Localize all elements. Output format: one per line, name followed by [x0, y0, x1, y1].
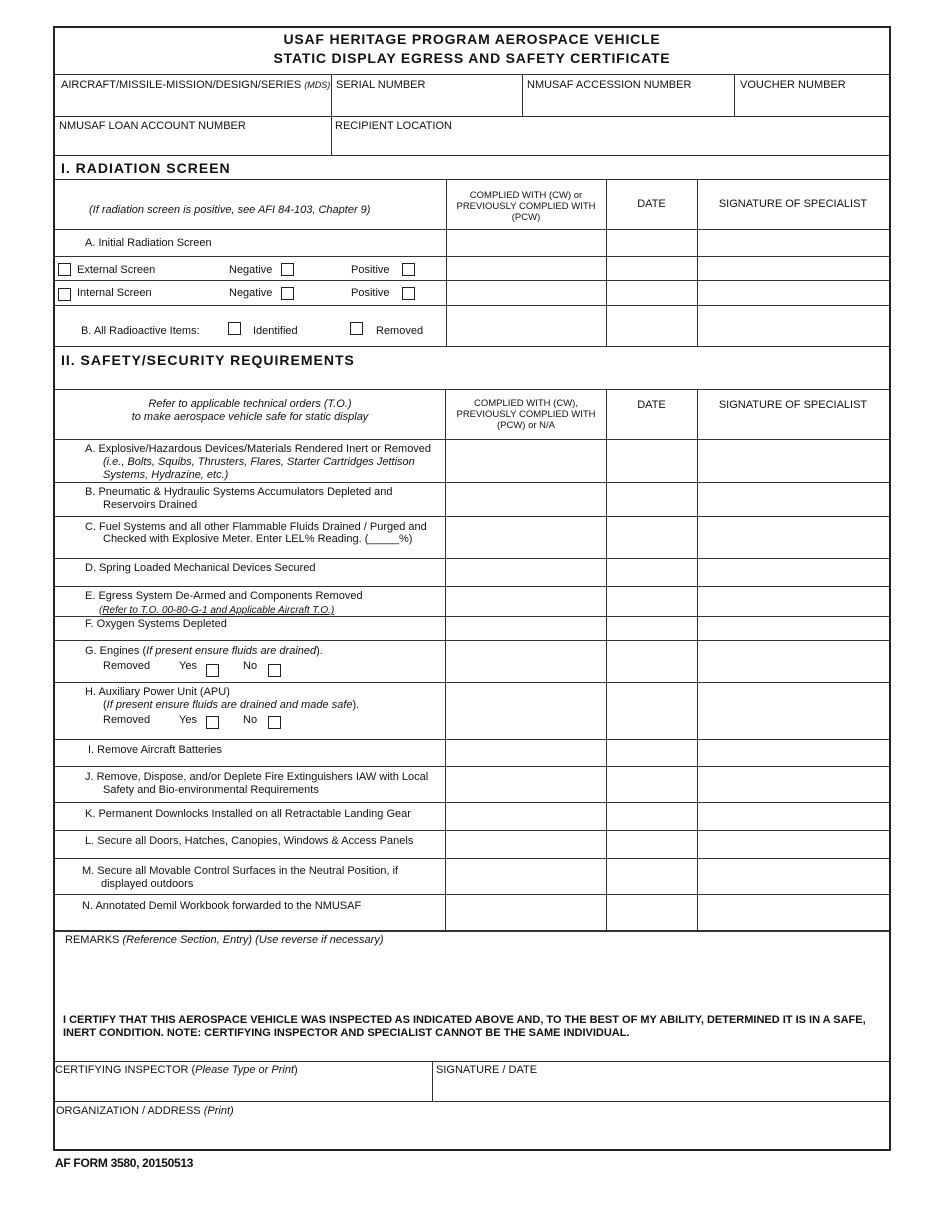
item-h-line-2: (If present ensure fluids are drained and made safe).	[103, 699, 360, 711]
col-signature-header-2: SIGNATURE OF SPECIALIST	[718, 399, 868, 411]
identified-checkbox[interactable]	[228, 322, 241, 335]
item-e-line-2: (Refer to T.O. 00-80-G-1 and Applicable Aircraft T.O.)	[99, 605, 335, 616]
item-b-line-2: Reservoirs Drained	[103, 499, 198, 511]
item-h-yes-label: Yes	[179, 714, 197, 726]
internal-screen-label: Internal Screen	[77, 287, 152, 299]
item-g-yes-label: Yes	[179, 660, 197, 672]
item-m-line-2: displayed outdoors	[101, 878, 194, 890]
col-date-header-2: DATE	[637, 399, 666, 411]
item-h-removed-label: Removed	[103, 714, 151, 726]
col-complied-header-2: COMPLIED WITH (CW), PREVIOUSLY COMPLIED WITH (PCW) or N/A	[456, 398, 596, 431]
mds-field[interactable]	[61, 79, 330, 92]
col-signature-header: SIGNATURE OF SPECIALIST	[718, 198, 868, 210]
form-id: AF FORM 3580, 20150513	[55, 1156, 194, 1170]
certifying-inspector-field[interactable]: CERTIFYING INSPECTOR (Please Type or Print)	[55, 1064, 298, 1076]
item-k: K. Permanent Downlocks Installed on all Retractable Landing Gear	[85, 808, 411, 820]
initial-radiation-screen-label: A. Initial Radiation Screen	[85, 237, 212, 249]
internal-positive-label: Positive	[351, 287, 390, 299]
certify-statement: I CERTIFY THAT THIS AEROSPACE VEHICLE WAS INSPECTED AS INDICATED ABOVE AND, TO THE BEST OF MY ABILITY, DETERMINED IT IS IN A SAFE, INERT CONDITION. NOTE: CERTIFYING INSPECTOR AND SPECIALIST CANNOT BE THE SAME INDIVIDUAL.	[63, 1014, 866, 1039]
item-l: L. Secure all Doors, Hatches, Canopies, Windows & Access Panels	[85, 835, 414, 847]
col-complied-header: COMPLIED WITH (CW) or PREVIOUSLY COMPLIED WITH (PCW)	[456, 190, 596, 223]
accession-number-field[interactable]: NMUSAF ACCESSION NUMBER	[527, 79, 692, 91]
radiation-note: (If radiation screen is positive, see AFI 84-103, Chapter 9)	[89, 204, 371, 216]
item-g-removed-label: Removed	[103, 660, 151, 672]
external-positive-label: Positive	[351, 264, 390, 276]
recipient-location-field[interactable]: RECIPIENT LOCATION	[335, 120, 452, 132]
item-n: N. Annotated Demil Workbook forwarded to the NMUSAF	[82, 900, 362, 912]
item-m-line-1: M. Secure all Movable Control Surfaces in the Neutral Position, if	[82, 865, 399, 877]
loan-account-field[interactable]: NMUSAF LOAN ACCOUNT NUMBER	[59, 120, 246, 132]
external-screen-label: External Screen	[77, 264, 156, 276]
safety-note-line-2: to make aerospace vehicle safe for static display	[131, 411, 369, 423]
removed-checkbox[interactable]	[350, 322, 363, 335]
item-a-line-1: A. Explosive/Hazardous Devices/Materials Rendered Inert or Removed	[85, 443, 432, 455]
apu-yes-checkbox[interactable]	[206, 716, 219, 729]
item-j-line-1: J. Remove, Dispose, and/or Deplete Fire Extinguishers IAW with Local	[85, 771, 429, 783]
removed-label: Removed	[376, 325, 424, 337]
mds-abbrev: (MDS)	[304, 80, 331, 90]
item-g-line-1: G. Engines (If present ensure fluids are drained).	[85, 645, 323, 657]
apu-no-checkbox[interactable]	[268, 716, 281, 729]
item-a-line-3: Systems, Hydrazine, etc.)	[103, 469, 229, 481]
item-h-line-1: H. Auxiliary Power Unit (APU)	[85, 686, 230, 698]
safety-note-line-1: Refer to applicable technical orders (T.O.)	[148, 398, 352, 410]
internal-screen-checkbox[interactable]	[58, 288, 71, 301]
radioactive-items-label: B. All Radioactive Items:	[81, 325, 200, 337]
external-screen-checkbox[interactable]	[58, 263, 71, 276]
section-safety-heading: II. SAFETY/SECURITY REQUIREMENTS	[61, 352, 355, 368]
signature-date-field[interactable]: SIGNATURE / DATE	[436, 1064, 538, 1076]
serial-number-field[interactable]: SERIAL NUMBER	[336, 79, 426, 91]
engines-no-checkbox[interactable]	[268, 664, 281, 677]
identified-label: Identified	[253, 325, 298, 337]
remarks-label: REMARKS	[65, 934, 120, 946]
section-radiation-heading: I. RADIATION SCREEN	[61, 160, 231, 176]
item-i: I. Remove Aircraft Batteries	[88, 744, 222, 756]
external-negative-label: Negative	[229, 264, 273, 276]
mds-label: AIRCRAFT/MISSILE-MISSION/DESIGN/SERIES	[61, 79, 302, 91]
engines-yes-checkbox[interactable]	[206, 664, 219, 677]
organization-address-field[interactable]: ORGANIZATION / ADDRESS (Print)	[56, 1105, 234, 1117]
certificate-form	[53, 26, 891, 1151]
item-d: D. Spring Loaded Mechanical Devices Secured	[85, 562, 316, 574]
form-title-line-1: USAF HERITAGE PROGRAM AEROSPACE VEHICLE	[283, 31, 661, 47]
item-h-no-label: No	[243, 714, 258, 726]
form-title-line-2: STATIC DISPLAY EGRESS AND SAFETY CERTIFICATE	[273, 50, 671, 66]
item-b-line-1: B. Pneumatic & Hydraulic Systems Accumulators Depleted and	[85, 486, 393, 498]
internal-negative-checkbox[interactable]	[281, 287, 294, 300]
item-j-line-2: Safety and Bio-environmental Requirements	[103, 784, 319, 796]
item-f: F. Oxygen Systems Depleted	[85, 618, 227, 630]
item-c-line-2: Checked with Explosive Meter. Enter LEL% Reading. (_____%)	[103, 533, 413, 545]
col-date-header: DATE	[637, 198, 666, 210]
remarks-field[interactable]	[65, 934, 384, 947]
item-e-line-1: E. Egress System De-Armed and Components Removed	[85, 590, 363, 602]
internal-negative-label: Negative	[229, 287, 273, 299]
item-c-line-1: C. Fuel Systems and all other Flammable Fluids Drained / Purged and	[85, 521, 427, 533]
internal-positive-checkbox[interactable]	[402, 287, 415, 300]
item-g-no-label: No	[243, 660, 258, 672]
remarks-hint: (Reference Section, Entry) (Use reverse if necessary)	[122, 934, 384, 946]
item-a-line-2: (i.e., Bolts, Squibs, Thrusters, Flares, Starter Cartridges Jettison	[103, 456, 415, 468]
external-positive-checkbox[interactable]	[402, 263, 415, 276]
external-negative-checkbox[interactable]	[281, 263, 294, 276]
voucher-number-field[interactable]: VOUCHER NUMBER	[740, 79, 846, 91]
